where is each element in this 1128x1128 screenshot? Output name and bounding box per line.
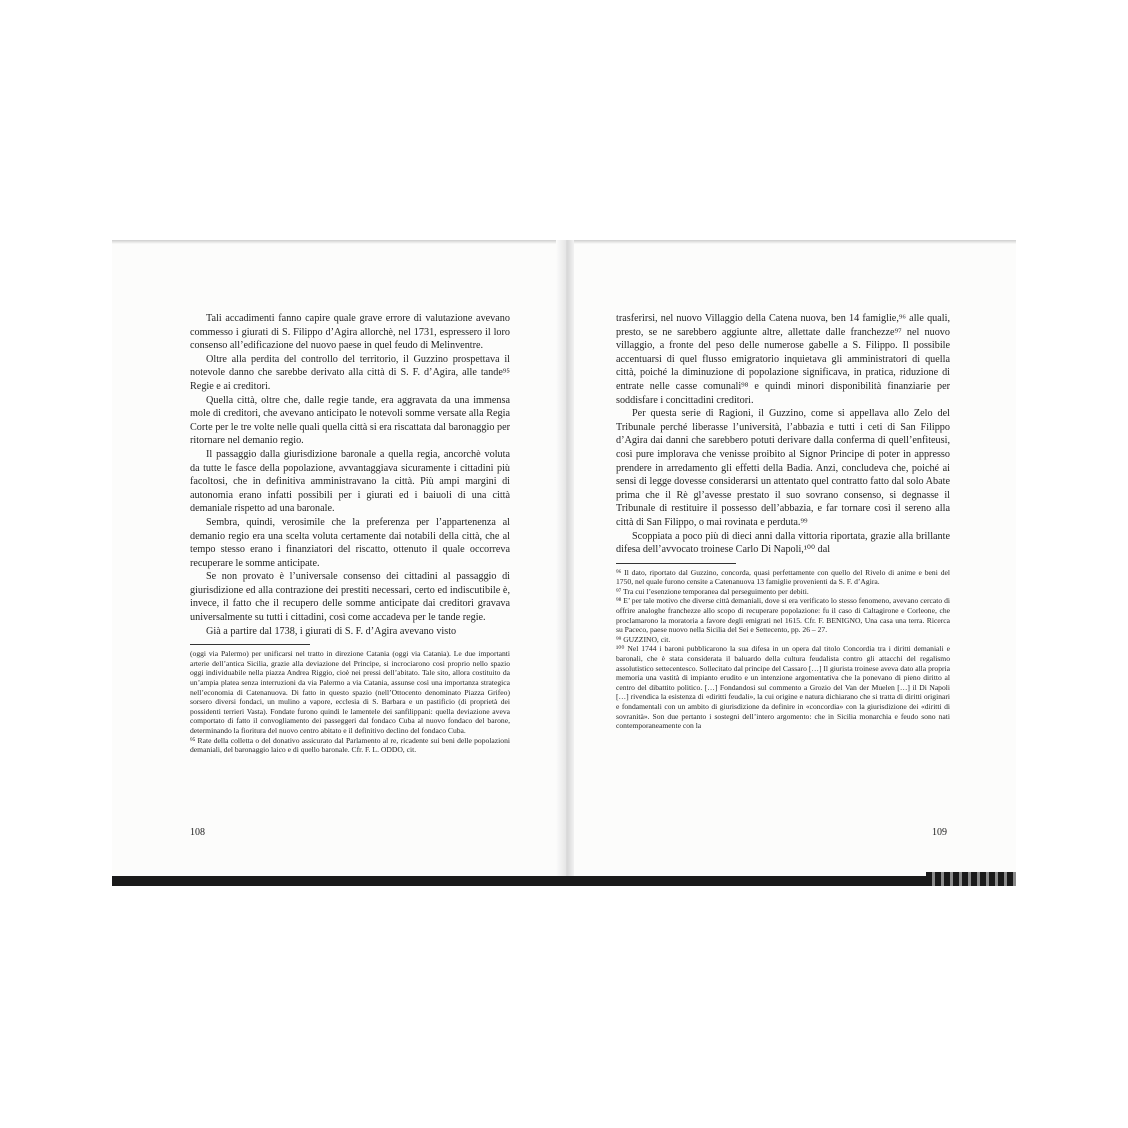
- paragraph: Già a partire dal 1738, i giurati di S. F. d’Agira avevano visto: [206, 625, 457, 637]
- footnote-rule: [190, 644, 310, 645]
- scan-bottom-edge: [112, 876, 1016, 886]
- footnote: (oggi via Palermo) per unificarsi nel tratto in direzione Catania (oggi via Catania). Le due importanti arterie dell’antica Sicilia, grazie alla deviazione del Principe, si incrociarono così proprio nello spazio oggi individuabile nella piazza Andrea Riggio, cioè nei pressi dell’abitato. Tale sito, allora costituito da un’ampia platea senza interruzioni da via Palermo a via Catania, assunse così una importanza strategica nell’economia di Catenanuova. Di fatto in questo spazio (nell’Ottocento denominato Piazza Grifeo) sorsero diversi fondaci, un mulino a vapore, ecclesia di S. Barbara e un pastificio (di proprietà dei possidenti terrieri Vasta). Fondate furono quindi le lamentele dei sanfilippani: quella deviazione aveva comportato di fatto il convogliamento dei passeggeri dal fondaco Cuba al nuovo fondaco del barone, determinando la fioritura del nuovo centro abitato e il definitivo declino del fondaco Cuba.: [190, 649, 510, 735]
- page-number: 108: [190, 827, 205, 838]
- footnote: ⁹⁶ Il dato, riportato dal Guzzino, concorda, quasi perfettamente con quello del Rivelo di anime e beni del 1750, nel quale furono censite a Catenanuova 13 famiglie provenienti da S. F. d’Agira.: [616, 567, 950, 587]
- paragraph: Tali accadimenti fanno capire quale grave errore di valutazione avevano commesso i giurati di S. Filippo d’Agira allorchè, nel 1731, espressero il loro consenso all’edificazione del nuovo paese in quel feudo di Melinventre.: [190, 313, 510, 352]
- page-number: 109: [932, 827, 947, 838]
- paragraph: trasferirsi, nel nuovo Villaggio della Catena nuova, ben 14 famiglie,⁹⁶ alle quali, presto, se ne sarebbero aggiunte altre, allettate dalle franchezze⁹⁷ nel nuovo villaggio, a fronte del peso delle numerose gabelle a S. Filippo. Il possibile accentuarsi di quel flusso emigratorio inquietava gli amministratori di quella città, poiché la diminuzione di popolazione significava, in pratica, riduzione di entrate nelle casse comunali⁹⁸ e quindi minori disponibilità finanziarie per soddisfare i concittadini creditori.: [616, 313, 950, 406]
- book-gutter: [556, 240, 574, 886]
- right-footnotes: [616, 568, 950, 731]
- footnote-rule: [616, 563, 736, 564]
- scan-edge-stripes: [926, 872, 1016, 886]
- right-page-text: [616, 312, 950, 731]
- footnote: ⁹⁷ Tra cui l’esenzione temporanea dal perseguimento per debiti.: [616, 586, 809, 596]
- paragraph: Scoppiata a poco più di dieci anni dalla vittoria riportata, grazie alla brillante difesa dell’avvocato troinese Carlo Di Napoli,¹⁰⁰ dal: [616, 530, 950, 556]
- left-page-text: [190, 312, 510, 755]
- paragraph: Il passaggio dalla giurisdizione baronale a quella regia, ancorchè voluta da tutte le fasce della popolazione, avvantaggiava sicuramente i cittadini più facoltosi, che in definitiva amministravano la città. Più ampi margini di autonomia erano infatti possibili per i giurati ed i baiuoli di una città demaniale rispetto ad una baronale.: [190, 448, 510, 515]
- footnote: ⁹⁵ Rate della colletta o del donativo assicurato dal Parlamento al re, ricadente sui beni delle popolazioni demaniali, del baronaggio laico e di quello baronale. Cfr. F. L. ODDO, cit.: [190, 735, 510, 755]
- paragraph: Oltre alla perdita del controllo del territorio, il Guzzino prospettava il notevole danno che sarebbe derivato alla città di S. F. d’Agira, alle tande⁹⁵ Regie e ai creditori.: [190, 353, 510, 392]
- footnote: ⁹⁹ GUZZINO, cit.: [616, 634, 671, 644]
- paragraph: Sembra, quindi, verosimile che la preferenza per l’appartenenza al demanio regio era una scelta voluta certamente dai notabili della città, che al tempo stesso erano i finanziatori del riscatto, ottenuto il quale occorreva recuperare le somme anticipate.: [190, 516, 510, 569]
- footnote: ⁹⁸ E’ per tale motivo che diverse città demaniali, dove si era verificato lo stesso fenomeno, avevano cercato di offrire analoghe franchezze allo scopo di recuperare popolazione: fu il caso di Caltagirone e Corleone, che proclamarono la moratoria a favore degli emigrati nel 1615. Cfr. F. BENIGNO, Una casa una terra. Ricerca su Paceco, paese nuovo nella Sicilia del Sei e Settecento, pp. 26 – 27.: [616, 596, 950, 635]
- footnote: ¹⁰⁰ Nel 1744 i baroni pubblicarono la sua difesa in un opera dal titolo Concordia tra i diritti demaniali e baronali, che è stata considerata il baluardo della cultura feudalista contro gli attacchi del regalismo assolutistico settecentesco. Sollecitato dal principe del Cassaro […] Il giurista troinese aveva dato alla propria memoria una vastità di impianto erudito e un intenzione argomentativa che la ponevano di pieno diritto al centro del dibattito politico. […] Fondandosi sul commento a Grozio del Van der Muelen […] il Di Napoli […] rivendica la esistenza di «diritti feudali», la cui origine e natura dichiarano che si tratta di diritti originari e fondamentali con un ambito di giurisdizione da definire in «concordia» con la giurisdizione dei «diritti di sovranità». Son due pertanto i sostegni dell’intero argomento: che in Sicilia monarchia e feudo sono nati contemporaneamente con la: [616, 644, 950, 731]
- paragraph: Quella città, oltre che, dalle regie tande, era aggravata da una immensa mole di creditori, che avevano anticipato le notevoli somme versate alla Regia Corte per le tre volte nelle quali quella città si era riscattata dal baronaggio per ritornare nel demanio regio.: [190, 394, 510, 447]
- paragraph: Per questa serie di Ragioni, il Guzzino, come si appellava allo Zelo del Tribunale perché liberasse l’università, l’abbazia e tutti i ceti di San Filippo d’Agira dai danni che sarebbero potuti derivare dalla conferma di quell’enfiteusi, così pure implorava che venisse proibito al Signor Principe di poter in appresso prendere in arredamento gli effetti della Badia. Anzi, concludeva che, poiché ai sensi di legge dovesse considerarsi un attentato quel contratto fatto dal solo Abate prima che il Rè gl’avesse prestato il suo sovrano consenso, si degnasse il Tribunale di restituire il possesso dell’abbazia, e far tornare così il sereno alla città di San Filippo, o mai rovinata e perduta.⁹⁹: [616, 408, 950, 528]
- left-footnotes: [190, 649, 510, 755]
- paragraph: Se non provato è l’universale consenso dei cittadini al passaggio di giurisdizione ed alla contrazione dei prestiti necessari, certo ed indiscutibile è, invece, il fatto che il recupero delle somme anticipate dai creditori gravava universalmente su tutti i cittadini, così come accadeva per le tande regie.: [190, 571, 510, 624]
